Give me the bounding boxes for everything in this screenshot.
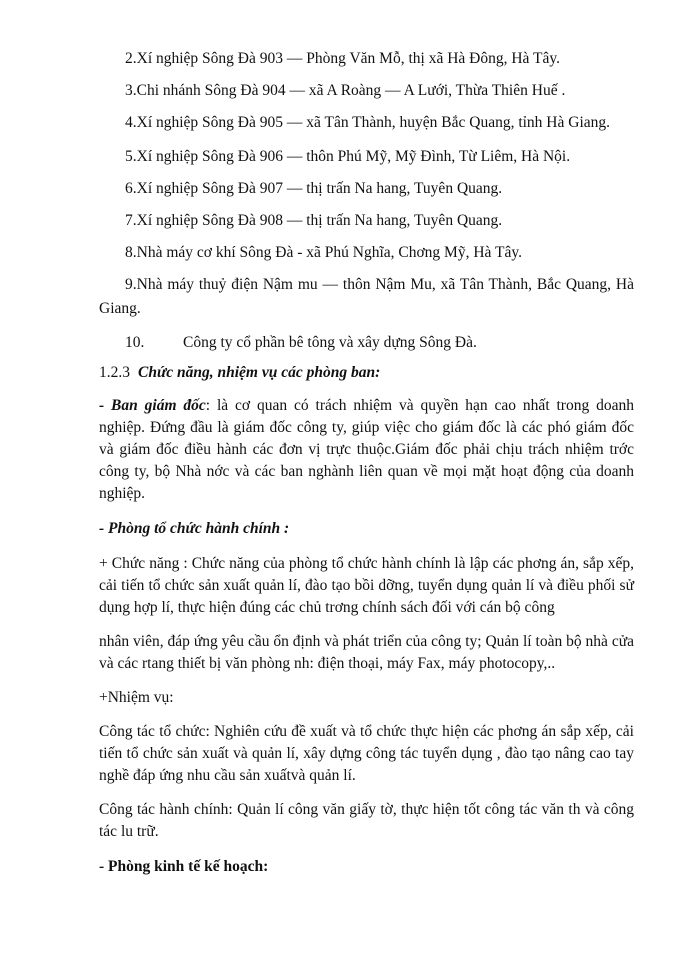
chuc-nang-paragraph: + Chức năng : Chức năng của phòng tổ chức hành chính là lập các phơng án, sắp xếp, cải tiến tổ chức sản xuất quản lí, đào tạo bồi dỡng, tuyển dụng quản lí và điều phối sử dụng hợp lí, thực hiện đúng các chủ trơng chính sách đối với cán bộ công xyxy=(99,555,634,616)
list-item: 5.Xí nghiệp Sông Đà 906 — thôn Phú Mỹ, Mỹ Đình, Từ Liêm, Hà Nội. xyxy=(125,148,571,165)
document-page xyxy=(99,47,634,879)
list-item: 9.Nhà máy thuỷ điện Nậm mu — thôn Nậm Mu, xã Tân Thành, Bắc Quang, Hà Giang. xyxy=(99,276,634,317)
list-item: 4.Xí nghiệp Sông Đà 905 — xã Tân Thành, huyện Bắc Quang, tỉnh Hà Giang. xyxy=(125,114,611,131)
list-item: 8.Nhà máy cơ khí Sông Đà - xã Phú Nghĩa, Chơng Mỹ, Hà Tây. xyxy=(125,244,522,261)
ban-giam-doc-label: - Ban giám đốc xyxy=(99,397,206,414)
phong-tchc-heading: - Phòng tổ chức hành chính : xyxy=(99,520,290,537)
list-item-10 xyxy=(99,331,634,355)
list-item-text: Công ty cổ phần bê tông và xây dựng Sông Đà. xyxy=(183,334,477,351)
ban-giam-doc-text: : là cơ quan có trách nhiệm và quyền hạn cao nhất trong doanh nghiệp. Đứng đầu là giám đốc công ty, giúp việc cho giám đốc là các phó giám đốc và giám đốc điều hành các đơn vị trực thuộc.Giám đốc phải chịu trách nhiệm trớc công ty, bộ Nhà nớc và các ban nghành liên quan về mọi mặt hoạt động của doanh nghiệp. xyxy=(99,397,634,502)
section-title: Chức năng, nhiệm vụ các phòng ban: xyxy=(138,364,381,381)
list-item: 3.Chi nhánh Sông Đà 904 — xã A Roàng — A Lưới, Thừa Thiên Huế . xyxy=(125,82,566,99)
list-item: 6.Xí nghiệp Sông Đà 907 — thị trấn Na hang, Tuyên Quang. xyxy=(125,180,503,197)
list-item: 7.Xí nghiệp Sông Đà 908 — thị trấn Na hang, Tuyên Quang. xyxy=(125,212,503,229)
cong-tac-to-chuc-paragraph: Công tác tổ chức: Nghiên cứu đề xuất và tổ chức thực hiện các phơng án sắp xếp, cải tiến tổ chức sản xuất và quản lí, xây dựng công tác tuyển dụng , đào tạo nâng cao tay nghề đáp ứng nhu cầu sản xuấtvà quản lí. xyxy=(99,723,634,784)
section-number: 1.2.3 xyxy=(99,364,130,381)
nhiem-vu-label: +Nhiệm vụ: xyxy=(99,689,174,706)
ban-giam-doc-paragraph xyxy=(99,395,634,505)
cong-tac-hanh-chinh-paragraph: Công tác hành chính: Quản lí công văn giấy tờ, thực hiện tốt công tác văn th và công tác lu trữ. xyxy=(99,801,634,840)
list-item-number: 10. xyxy=(125,334,145,351)
chuc-nang-continued-paragraph: nhân viên, đáp ứng yêu cầu ổn định và phát triển của công ty; Quản lí toàn bộ nhà cửa và các rtang thiết bị văn phòng nh: điện thoại, máy Fax, máy photocopy,.. xyxy=(99,633,634,672)
list-item: 2.Xí nghiệp Sông Đà 903 — Phòng Văn Mỗ, thị xã Hà Đông, Hà Tây. xyxy=(125,50,560,67)
section-heading xyxy=(99,361,634,385)
phong-kinh-te-heading: - Phòng kinh tế kế hoạch: xyxy=(99,858,269,875)
